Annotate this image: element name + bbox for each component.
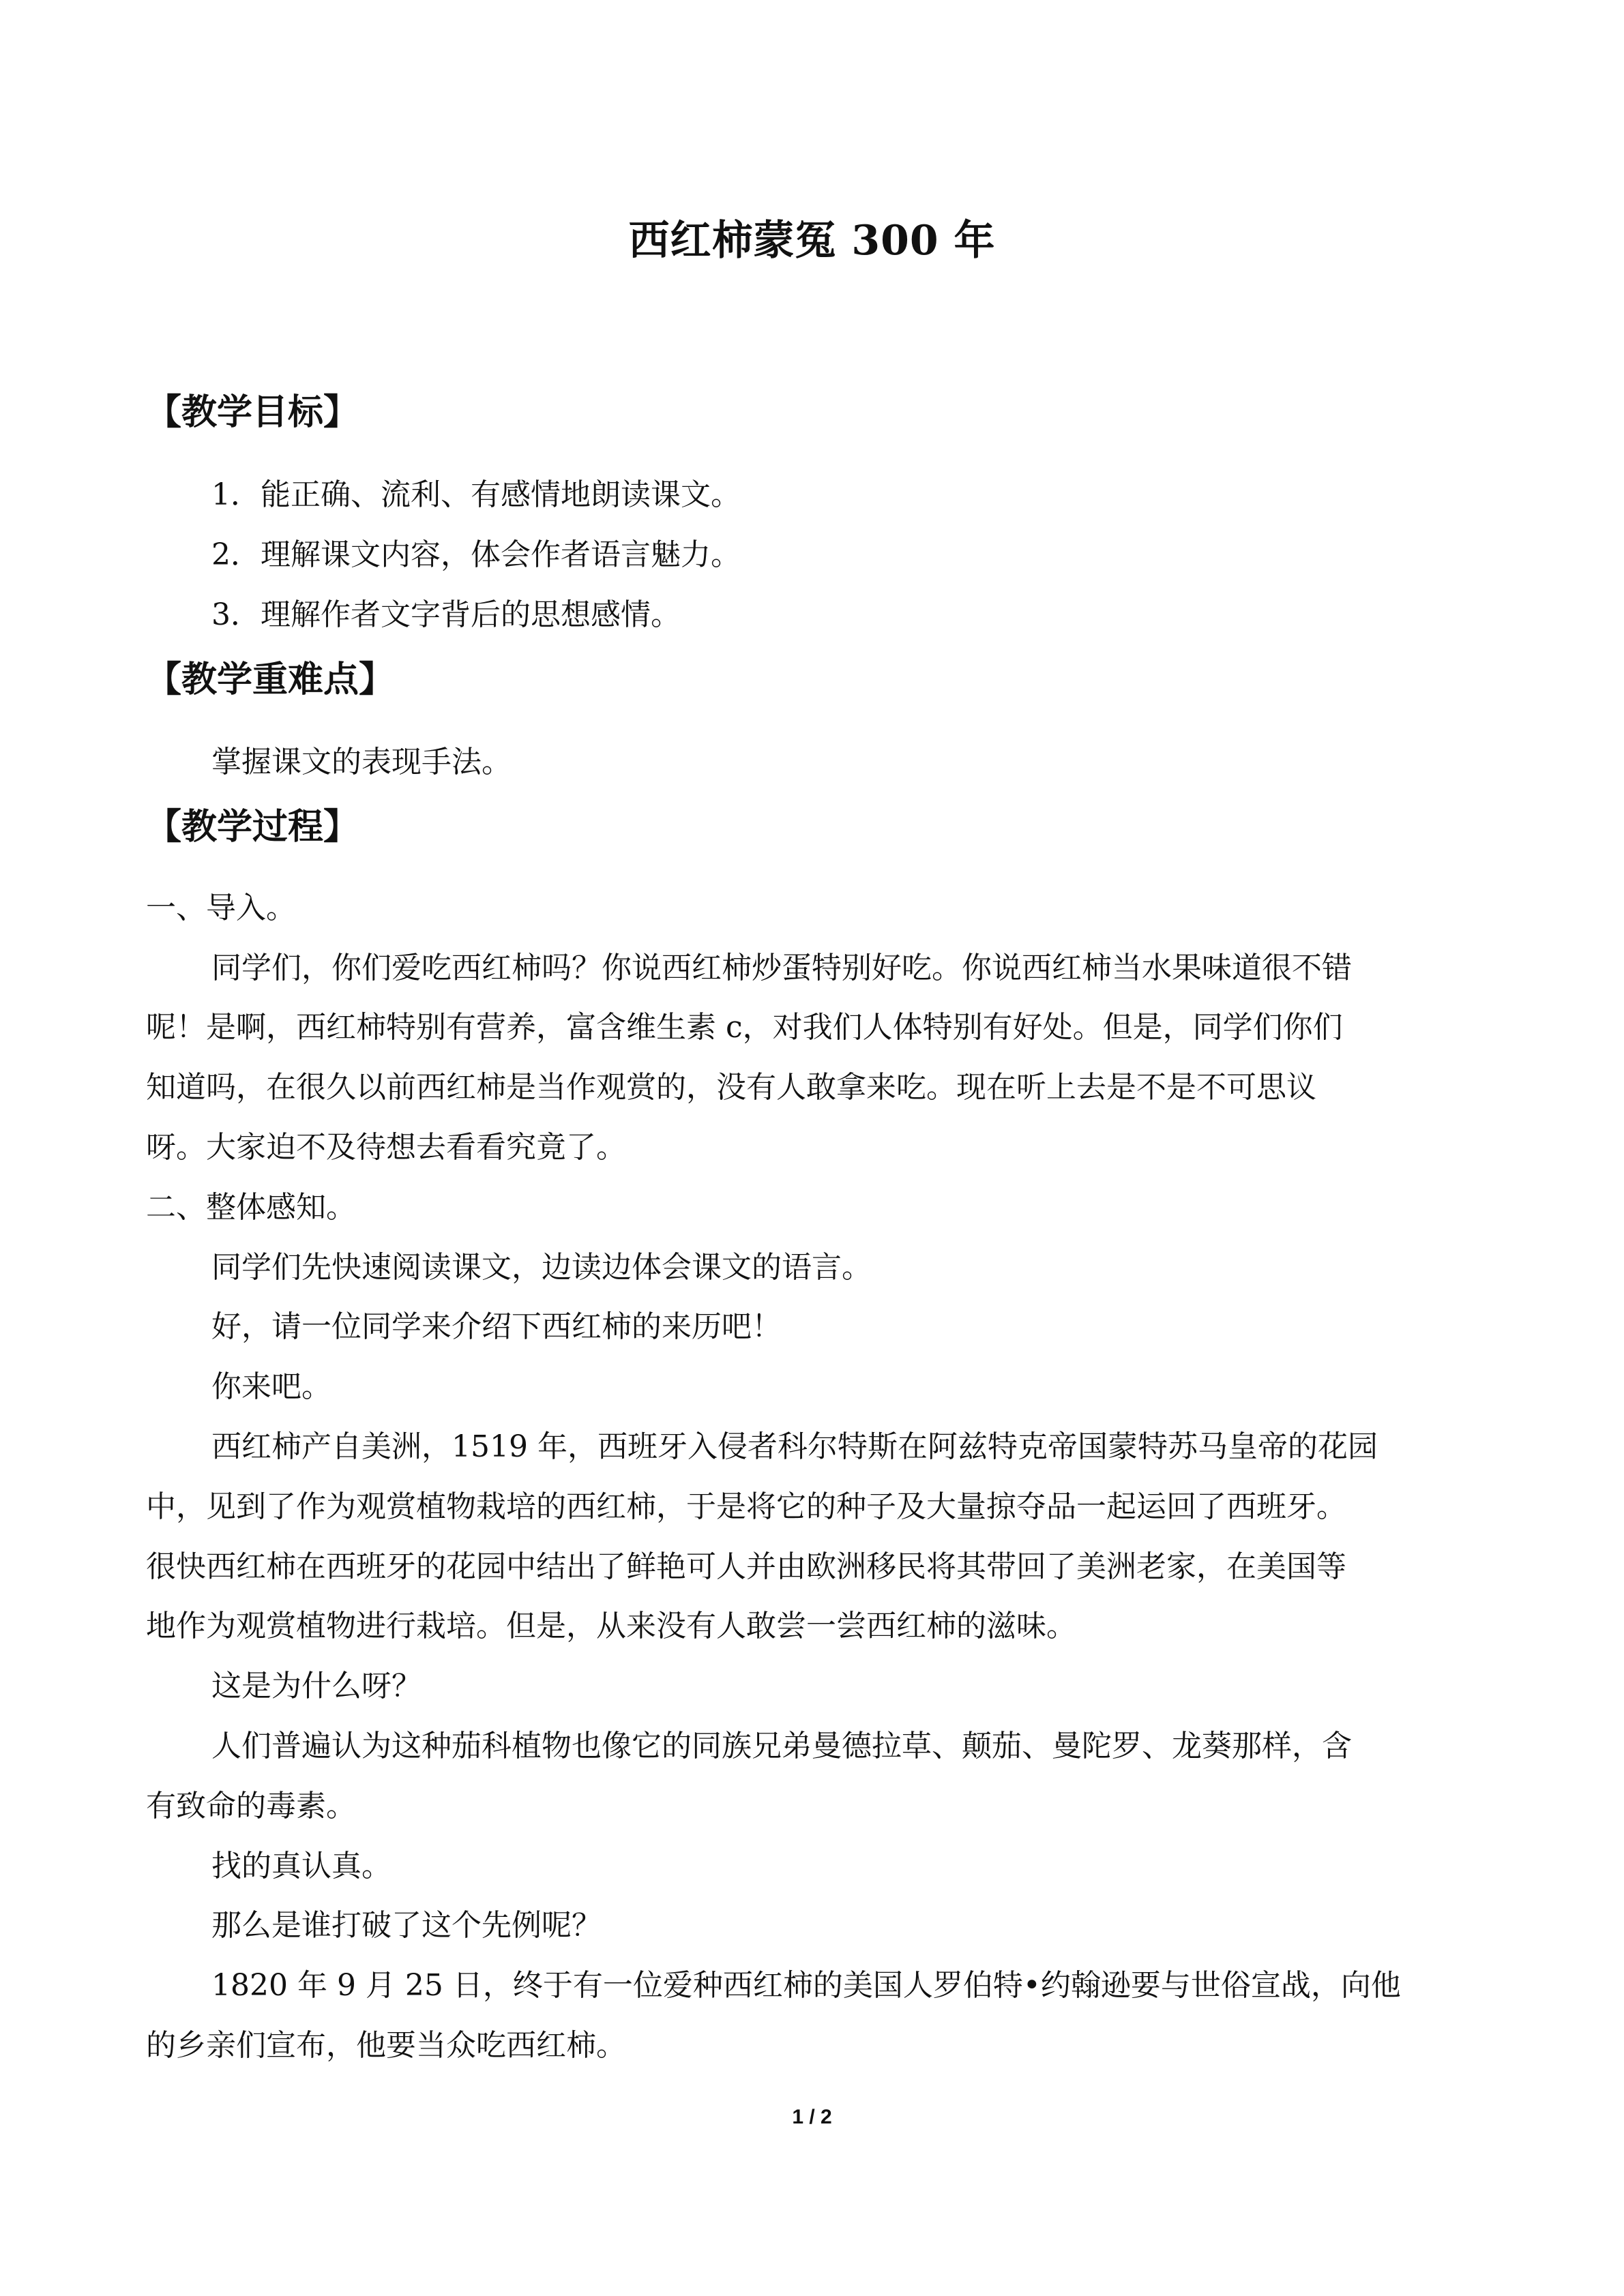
page-number: 1 / 2 [792,2106,832,2128]
goal-item: 3．理解作者文字背后的思想感情。 [211,597,681,632]
key-points-text: 掌握课文的表现手法。 [211,745,512,779]
process-line: 的乡亲们宣布，他要当众吃西红柿。 [146,2028,626,2063]
section-heading-key-points: 【教学重难点】 [146,659,395,700]
process-line: 同学们，你们爱吃西红柿吗？你说西红柿炒蛋特别好吃。你说西红柿当水果味道很不错 [211,951,1352,985]
process-line: 一、导入。 [146,891,296,925]
goal-item: 2．理解课文内容，体会作者语言魅力。 [211,537,741,572]
process-line: 呢！是啊，西红柿特别有营养，富含维生素 c，对我们人体特别有好处。但是，同学们你们 [146,1010,1343,1045]
section-heading-goals: 【教学目标】 [146,391,359,433]
process-line: 中，见到了作为观赏植物栽培的西红柿，于是将它的种子及大量掠夺品一起运回了西班牙。 [146,1489,1346,1524]
page-title: 西红柿蒙冤 300 年 [628,217,996,265]
goal-item: 1．能正确、流利、有感情地朗读课文。 [211,477,741,512]
process-line: 人们普遍认为这种茄科植物也像它的同族兄弟曼德拉草、颠茄、曼陀罗、龙葵那样，含 [211,1729,1352,1763]
process-line: 二、整体感知。 [146,1190,356,1225]
process-line: 西红柿产自美洲，1519 年，西班牙入侵者科尔特斯在阿兹特克帝国蒙特苏马皇帝的花园 [211,1429,1378,1464]
process-line: 那么是谁打破了这个先例呢？ [211,1908,602,1943]
process-line: 同学们先快速阅读课文，边读边体会课文的语言。 [211,1250,872,1285]
process-line: 找的真认真。 [211,1849,392,1883]
process-line: 有致命的毒素。 [146,1789,356,1823]
process-line: 你来吧。 [211,1369,331,1404]
process-line: 地作为观赏植物进行栽培。但是，从来没有人敢尝一尝西红柿的滋味。 [146,1609,1076,1643]
section-heading-process: 【教学过程】 [146,806,359,848]
process-line: 这是为什么呀？ [211,1669,422,1703]
process-line: 呀。大家迫不及待想去看看究竟了。 [146,1130,626,1165]
process-line: 好，请一位同学来介绍下西红柿的来历吧！ [211,1309,782,1344]
process-line: 知道吗，在很久以前西红柿是当作观赏的，没有人敢拿来吃。现在听上去是不是不可思议 [146,1070,1316,1105]
process-line: 很快西红柿在西班牙的花园中结出了鲜艳可人并由欧洲移民将其带回了美洲老家，在美国等 [146,1549,1346,1584]
process-line: 1820 年 9 月 25 日，终于有一位爱种西红柿的美国人罗伯特•约翰逊要与世俗宣战，向他 [211,1968,1401,2003]
